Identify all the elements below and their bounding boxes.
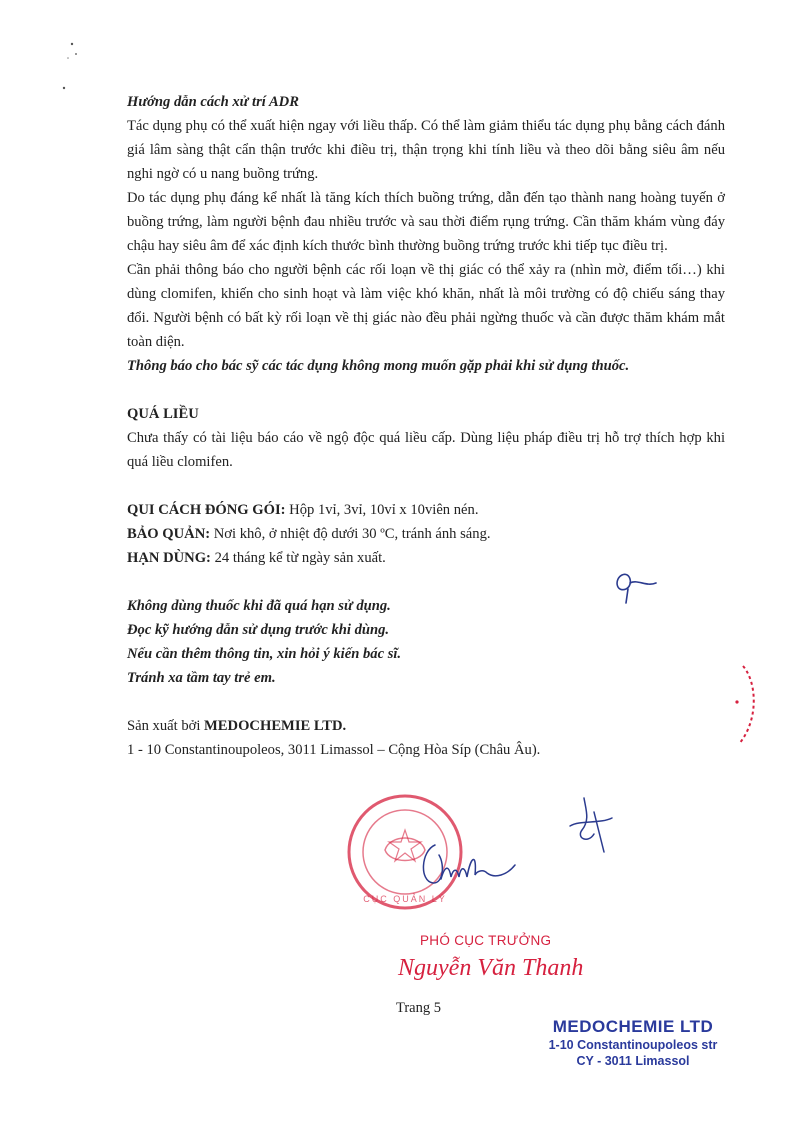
packaging-label: QUI CÁCH ĐÓNG GÓI: <box>127 502 286 518</box>
adr-paragraph-3: Cần phải thông báo cho người bệnh các rối loạn về thị giác có thể xảy ra (nhìn mờ, điểm tối…) khi dùng clomifen, khiến cho sinh hoạt và làm việc khó khăn, nhất là môi trường có độ chiếu sáng thay đổi. Người bệnh có bất kỳ rối loạn về thị giác nào đều phải ngừng thuốc và cần được thăm khám mắt toàn diện. <box>127 262 725 350</box>
warning-2: Đọc kỹ hướng dẫn sử dụng trước khi dùng. <box>127 622 390 638</box>
manufacturer-line <box>127 714 725 738</box>
manufacturer-prefix: Sản xuất bởi <box>127 718 205 734</box>
initials-mark <box>612 565 662 605</box>
manufacturer-signature <box>560 790 620 860</box>
storage-value: Nơi khô, ở nhiệt độ dưới 30 ºC, tránh ánh sáng. <box>210 526 491 542</box>
company-stamp-street: 1-10 Constantinoupoleos str <box>548 1038 718 1052</box>
warning-3: Nếu cần thêm thông tin, xin hỏi ý kiến bác sĩ. <box>127 646 402 662</box>
document-body <box>127 90 725 762</box>
deputy-director-title: PHÓ CỤC TRƯỞNG <box>420 933 552 948</box>
adr-heading: Hướng dẫn cách xử trí ADR <box>127 94 299 110</box>
storage-label: BẢO QUẢN: <box>127 526 211 542</box>
scan-specks <box>60 40 90 100</box>
adr-paragraph-2: Do tác dụng phụ đáng kể nhất là tăng kích thích buồng trứng, dẫn đến tạo thành nang hoàng tuyến ở buồng trứng, làm người bệnh đau nhiều trước và sau thời điểm rụng trứng. Cần thăm khám vùng đáy chậu hay siêu âm để xác định kích thước bình thường buồng trứng trước khi tiếp tục điều trị. <box>127 190 725 254</box>
company-stamp-name: MEDOCHEMIE LTD <box>552 1017 714 1036</box>
packaging-line <box>127 498 725 522</box>
packaging-value: Hộp 1vỉ, 3vỉ, 10vỉ x 10viên nén. <box>285 502 479 518</box>
company-stamp <box>543 1017 723 1069</box>
overdose-text: Chưa thấy có tài liệu báo cáo về ngộ độc quá liều cấp. Dùng liệu pháp điều trị hỗ trợ thích hợp khi quá liều clomifen. <box>127 430 725 470</box>
deputy-director-name: Nguyễn Văn Thanh <box>398 955 584 981</box>
manufacturer-name: MEDOCHEMIE LTD. <box>204 718 347 734</box>
adr-notice: Thông báo cho bác sỹ các tác dụng không mong muốn gặp phải khi sử dụng thuốc. <box>127 358 630 374</box>
partial-stamp-edge <box>725 660 765 750</box>
overdose-heading: QUÁ LIỀU <box>127 406 199 422</box>
company-stamp-city: CY - 3011 Limassol <box>576 1054 690 1068</box>
manufacturer-address: 1 - 10 Constantinoupoleos, 3011 Limassol – Cộng Hòa Síp (Châu Âu). <box>127 742 541 758</box>
page-number: Trang 5 <box>396 1000 441 1016</box>
seal-text: CỤC QUẢN LÝ <box>363 894 447 904</box>
warning-1: Không dùng thuốc khi đã quá hạn sử dụng. <box>127 598 391 614</box>
director-signature <box>415 835 525 895</box>
expiry-value: 24 tháng kể từ ngày sản xuất. <box>210 550 386 566</box>
adr-paragraph-1: Tác dụng phụ có thể xuất hiện ngay với liều thấp. Có thể làm giảm thiểu tác dụng phụ bằng cách đánh giá lâm sàng thật cẩn thận trước khi điều trị, thận trọng khi tính liều và theo dõi bằng siêu âm nếu nghi ngờ có u nang buồng trứng. <box>127 118 725 182</box>
warning-4: Tránh xa tầm tay trẻ em. <box>127 670 276 686</box>
storage-line <box>127 522 725 546</box>
expiry-label: HẠN DÙNG: <box>127 550 211 566</box>
